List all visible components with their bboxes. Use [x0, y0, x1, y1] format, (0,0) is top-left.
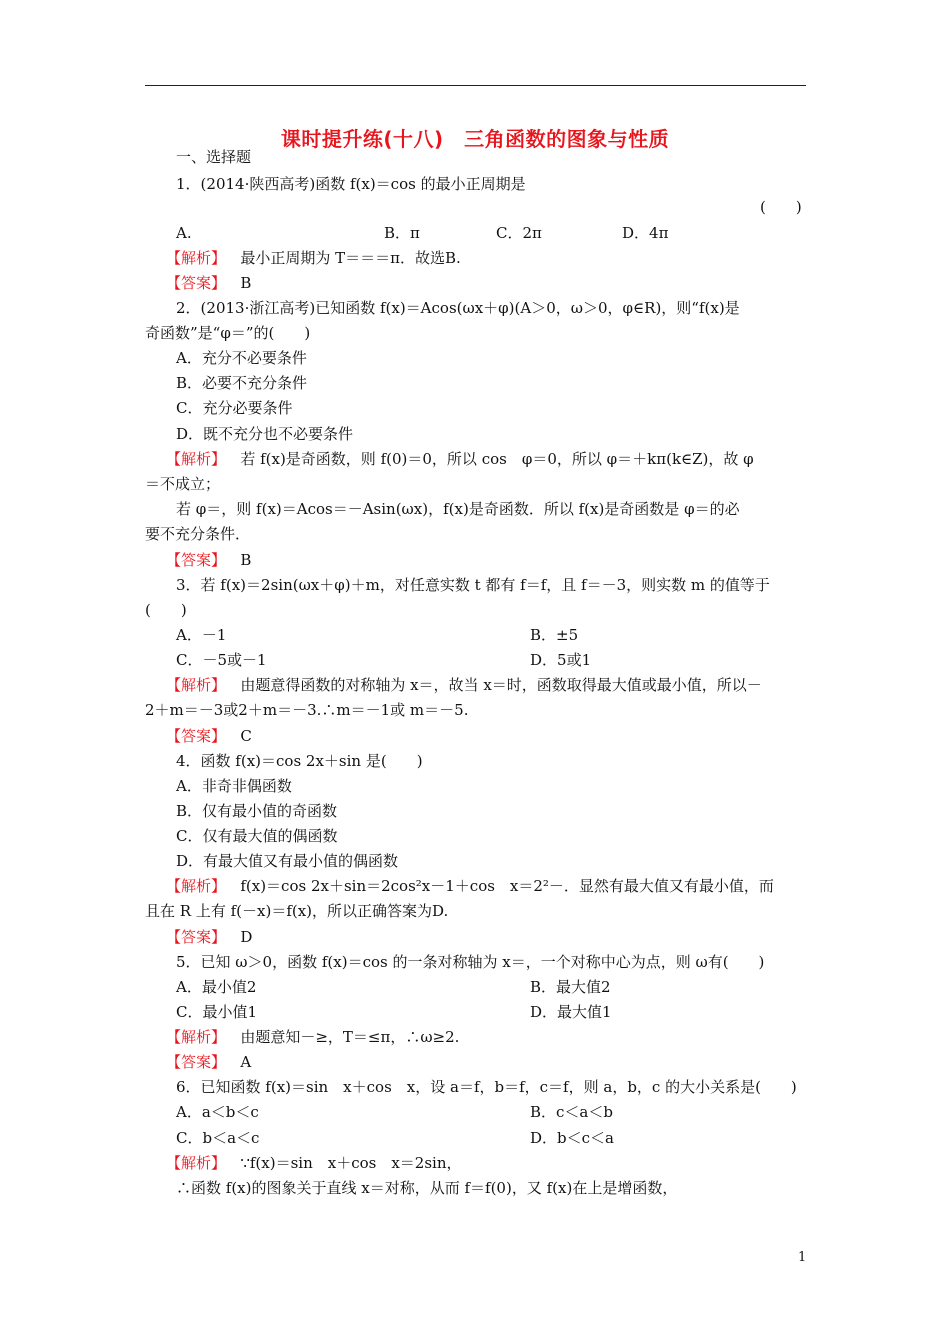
q5-analysis [166, 1027, 459, 1047]
q1-analysis [166, 248, 461, 268]
q4-option-c: C．仅有最大值的偶函数 [176, 827, 338, 845]
q6-option-c: C．b＜a＜c [176, 1129, 260, 1147]
section-heading: 一、选择题 [176, 148, 252, 166]
q6-analysis-line2: ∴函数 f(x)的图象关于直线 x＝对称，从而 f＝f(0)，又 f(x)在上是增函数， [176, 1179, 678, 1197]
q4-answer-text: D [240, 928, 253, 946]
q1-stem: 1．(2014·陕西高考)函数 f(x)＝cos 的最小正周期是 [176, 175, 526, 193]
q3-option-b: B．±5 [530, 626, 579, 644]
q4-analysis-line2: 且在 R 上有 f(－x)＝f(x)，所以正确答案为D. [145, 902, 449, 920]
q5-option-a: A．最小值2 [176, 978, 257, 996]
q4-stem: 4．函数 f(x)＝cos 2x＋sin 是( ) [176, 752, 423, 770]
q5-stem: 5．已知 ω＞0，函数 f(x)＝cos 的一条对称轴为 x＝，一个对称中心为点，则 ω有( ) [176, 953, 765, 971]
q4-option-d: D．有最大值又有最小值的偶函数 [176, 852, 399, 870]
q3-option-c: C．－5或－1 [176, 651, 267, 669]
page-title: 课时提升练(十八) 三角函数的图象与性质 [280, 127, 670, 151]
q6-option-d: D．b＜c＜a [530, 1129, 614, 1147]
q1-option-a: A. [176, 224, 192, 242]
q4-analysis [166, 876, 774, 896]
q5-option-c: C．最小值1 [176, 1003, 258, 1021]
q6-option-b: B．c＜a＜b [530, 1103, 613, 1121]
q1-option-c: C．2π [496, 224, 542, 242]
q6-option-a: A．a＜b＜c [176, 1103, 259, 1121]
analysis-tag: 【解析】 [166, 1154, 227, 1172]
q4-option-a: A．非奇非偶函数 [176, 777, 292, 795]
q1-answer [166, 273, 251, 293]
q6-stem: 6．已知函数 f(x)＝sin x＋cos x，设 a＝f，b＝f，c＝f，则 a，b，c 的大小关系是( ) [176, 1078, 797, 1096]
answer-tag: 【答案】 [166, 1053, 227, 1071]
q5-analysis-text: 由题意知－≥，T＝≤π，∴ω≥2. [240, 1028, 460, 1046]
q3-option-a: A．－1 [176, 626, 227, 644]
q1-analysis-text: 最小正周期为 T＝＝＝π．故选B. [240, 249, 461, 267]
q4-option-b: B．仅有最小值的奇函数 [176, 802, 338, 820]
q4-analysis-text: f(x)＝cos 2x＋sin＝2cos²x－1＋cos x＝2²－．显然有最大值又有最小值，而 [240, 877, 774, 895]
q3-analysis-line2: 2＋m＝－3或2＋m＝－3.∴m＝－1或 m＝－5. [145, 701, 469, 719]
q5-option-d: D．最大值1 [530, 1003, 612, 1021]
analysis-tag: 【解析】 [166, 249, 227, 267]
q2-option-b: B．必要不充分条件 [176, 374, 308, 392]
q2-stem-line1: 2．(2013·浙江高考)已知函数 f(x)＝Acos(ωx＋φ)(A＞0，ω＞0，φ∈R)，则“f(x)是 [176, 299, 740, 317]
answer-tag: 【答案】 [166, 551, 227, 569]
page-number: 1 [798, 1250, 807, 1265]
analysis-tag: 【解析】 [166, 1028, 227, 1046]
q3-analysis-text: 由题意得函数的对称轴为 x＝，故当 x＝时，函数取得最大值或最小值，所以－ [240, 676, 762, 694]
q2-analysis-text: 若 f(x)是奇函数，则 f(0)＝0，所以 cos φ＝0，所以 φ＝＋kπ(k∈Z)，故 φ [240, 450, 754, 468]
analysis-tag: 【解析】 [166, 450, 227, 468]
q3-stem-line1: 3．若 f(x)＝2sin(ωx＋φ)＋m，对任意实数 t 都有 f＝f，且 f＝－3，则实数 m 的值等于 [176, 576, 770, 594]
q2-option-a: A．充分不必要条件 [176, 349, 307, 367]
q2-answer-text: B [240, 551, 252, 569]
q2-answer [166, 550, 251, 570]
q5-answer-text: A [240, 1053, 252, 1071]
q2-analysis-line4: 要不充分条件． [145, 525, 251, 543]
q2-analysis-line2: ＝不成立； [145, 475, 221, 493]
q2-stem-line2: 奇函数”是“φ＝”的( ) [145, 324, 311, 342]
q5-answer [166, 1052, 251, 1072]
q3-option-d: D．5或1 [530, 651, 592, 669]
q1-answer-text: B [240, 274, 252, 292]
q1-answer-paren: ( ) [760, 198, 802, 216]
analysis-tag: 【解析】 [166, 877, 227, 895]
answer-tag: 【答案】 [166, 727, 227, 745]
answer-tag: 【答案】 [166, 274, 227, 292]
q6-analysis [166, 1153, 462, 1173]
q2-option-c: C．充分必要条件 [176, 399, 293, 417]
q4-answer [166, 927, 252, 947]
q2-option-d: D．既不充分也不必要条件 [176, 425, 354, 443]
q1-option-b: B．π [384, 224, 420, 242]
q2-analysis-line3: 若 φ＝，则 f(x)＝Acos＝－Asin(ωx)，f(x)是奇函数．所以 f(x)是奇函数是 φ＝的必 [176, 500, 740, 518]
answer-tag: 【答案】 [166, 928, 227, 946]
q1-option-d: D．4π [622, 224, 669, 242]
q5-option-b: B．最大值2 [530, 978, 611, 996]
q6-analysis-text: ∵f(x)＝sin x＋cos x＝2sin， [240, 1154, 462, 1172]
analysis-tag: 【解析】 [166, 676, 227, 694]
q3-answer-text: C [240, 727, 252, 745]
header-rule [145, 85, 806, 86]
q2-analysis [166, 449, 754, 469]
q3-stem-line2: ( ) [145, 601, 187, 619]
q3-analysis [166, 675, 762, 695]
q3-answer [166, 726, 252, 746]
